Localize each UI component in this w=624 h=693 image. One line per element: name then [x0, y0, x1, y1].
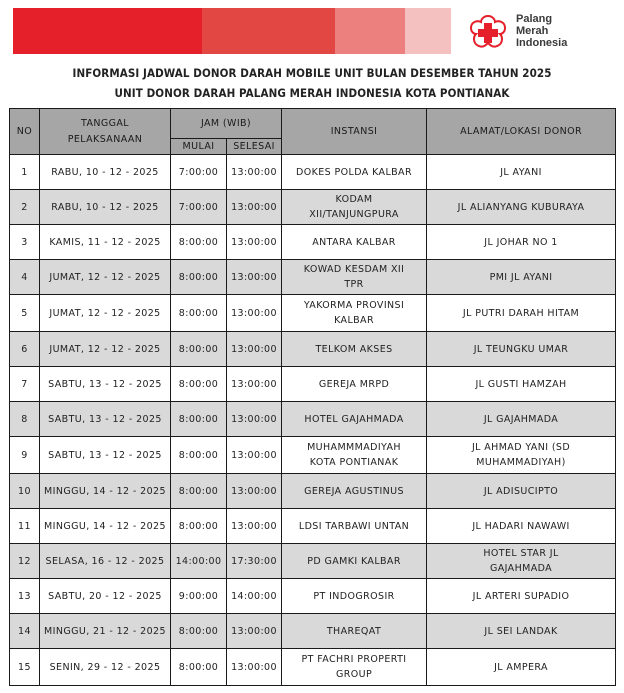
- cell-selesai: 13:00:00: [227, 225, 282, 260]
- cell-mulai: 8:00:00: [171, 402, 227, 437]
- cell-mulai: 8:00:00: [171, 437, 227, 474]
- header-no: NO: [10, 109, 40, 155]
- cell-alamat: PMI JL AYANI: [427, 260, 616, 295]
- cell-instansi: MUHAMMMADIYAH KOTA PONTIANAK: [282, 437, 427, 474]
- cell-no: 10: [10, 474, 40, 509]
- table-row: [10, 190, 616, 225]
- cell-mulai: 8:00:00: [171, 332, 227, 367]
- table-row: [10, 649, 616, 686]
- cell-no: 8: [10, 402, 40, 437]
- cell-instansi: KODAM XII/TANJUNGPURA: [282, 190, 427, 225]
- cell-selesai: 13:00:00: [227, 474, 282, 509]
- cell-selesai: 13:00:00: [227, 649, 282, 686]
- cell-alamat: JL HADARI NAWAWI: [427, 509, 616, 544]
- cell-instansi: ANTARA KALBAR: [282, 225, 427, 260]
- logo-line-2: Merah: [516, 25, 549, 37]
- cell-mulai: 14:00:00: [171, 544, 227, 579]
- header-tanggal: TANGGAL PELAKSANAAN: [40, 109, 171, 155]
- table-body: [10, 155, 616, 686]
- cell-no: 5: [10, 295, 40, 332]
- document-subtitle: UNIT DONOR DARAH PALANG MERAH INDONESIA KOTA PONTIANAK: [114, 86, 510, 100]
- cell-no: 15: [10, 649, 40, 686]
- cell-no: 7: [10, 367, 40, 402]
- donor-schedule-table: [9, 108, 616, 686]
- table-row: [10, 402, 616, 437]
- cell-mulai: 8:00:00: [171, 649, 227, 686]
- table-row: [10, 155, 616, 190]
- cell-tanggal: RABU, 10 - 12 - 2025: [40, 190, 171, 225]
- cell-tanggal: SABTU, 20 - 12 - 2025: [40, 579, 171, 614]
- cell-instansi: LDSI TARBAWI UNTAN: [282, 509, 427, 544]
- table-row: [10, 544, 616, 579]
- cell-selesai: 13:00:00: [227, 402, 282, 437]
- cell-selesai: 14:00:00: [227, 579, 282, 614]
- cell-instansi: GEREJA AGUSTINUS: [282, 474, 427, 509]
- cell-tanggal: SABTU, 13 - 12 - 2025: [40, 402, 171, 437]
- cell-instansi: YAKORMA PROVINSI KALBAR: [282, 295, 427, 332]
- cell-tanggal: SENIN, 29 - 12 - 2025: [40, 649, 171, 686]
- cell-alamat: JL JOHAR NO 1: [427, 225, 616, 260]
- cell-instansi: GEREJA MRPD: [282, 367, 427, 402]
- header-jam: JAM (WIB): [171, 109, 282, 139]
- cell-alamat: JL GUSTI HAMZAH: [427, 367, 616, 402]
- cell-tanggal: MINGGU, 14 - 12 - 2025: [40, 474, 171, 509]
- cell-tanggal: KAMIS, 11 - 12 - 2025: [40, 225, 171, 260]
- banner-band-1: [13, 8, 202, 54]
- cell-selesai: 13:00:00: [227, 332, 282, 367]
- banner-band-3: [335, 8, 405, 54]
- cell-instansi: PT FACHRI PROPERTI GROUP: [282, 649, 427, 686]
- header-alamat: ALAMAT/LOKASI DONOR: [427, 109, 616, 155]
- cell-mulai: 9:00:00: [171, 579, 227, 614]
- cell-selesai: 13:00:00: [227, 190, 282, 225]
- table-row: [10, 225, 616, 260]
- header-instansi: INSTANSI: [282, 109, 427, 155]
- banner-band-4: [405, 8, 451, 54]
- logo-line-3: Indonesia: [516, 37, 568, 49]
- cell-tanggal: JUMAT, 12 - 12 - 2025: [40, 295, 171, 332]
- cell-instansi: HOTEL GAJAHMADA: [282, 402, 427, 437]
- table-row: [10, 509, 616, 544]
- cell-instansi: DOKES POLDA KALBAR: [282, 155, 427, 190]
- cell-mulai: 8:00:00: [171, 225, 227, 260]
- cell-tanggal: MINGGU, 14 - 12 - 2025: [40, 509, 171, 544]
- table-row: [10, 367, 616, 402]
- table-header-row: [10, 109, 616, 139]
- cell-mulai: 7:00:00: [171, 155, 227, 190]
- cell-selesai: 13:00:00: [227, 437, 282, 474]
- cell-alamat: JL ALIANYANG KUBURAYA: [427, 190, 616, 225]
- cell-mulai: 8:00:00: [171, 614, 227, 649]
- cell-selesai: 13:00:00: [227, 614, 282, 649]
- document-title: INFORMASI JADWAL DONOR DARAH MOBILE UNIT BULAN DESEMBER TAHUN 2025: [72, 66, 552, 80]
- cell-instansi: TELKOM AKSES: [282, 332, 427, 367]
- cell-no: 13: [10, 579, 40, 614]
- table-row: [10, 437, 616, 474]
- cell-selesai: 13:00:00: [227, 155, 282, 190]
- pmi-logo: [468, 10, 618, 54]
- cell-selesai: 13:00:00: [227, 295, 282, 332]
- cell-no: 9: [10, 437, 40, 474]
- cell-mulai: 8:00:00: [171, 474, 227, 509]
- table-row: [10, 332, 616, 367]
- cell-mulai: 7:00:00: [171, 190, 227, 225]
- cell-instansi: THAREQAT: [282, 614, 427, 649]
- cell-alamat: HOTEL STAR JL GAJAHMADA: [427, 544, 616, 579]
- red-cross-flower-icon: [468, 14, 508, 50]
- cell-no: 11: [10, 509, 40, 544]
- cell-alamat: JL TEUNGKU UMAR: [427, 332, 616, 367]
- cell-tanggal: RABU, 10 - 12 - 2025: [40, 155, 171, 190]
- table-row: [10, 579, 616, 614]
- cell-alamat: JL GAJAHMADA: [427, 402, 616, 437]
- cell-selesai: 17:30:00: [227, 544, 282, 579]
- logo-wordmark: [516, 13, 567, 49]
- table-row: [10, 614, 616, 649]
- banner-band-2: [202, 8, 335, 54]
- header-selesai: SELESAI: [227, 139, 282, 155]
- cell-no: 14: [10, 614, 40, 649]
- cell-selesai: 13:00:00: [227, 509, 282, 544]
- cell-no: 4: [10, 260, 40, 295]
- cell-instansi: PT INDOGROSIR: [282, 579, 427, 614]
- cell-mulai: 8:00:00: [171, 367, 227, 402]
- table-row: [10, 260, 616, 295]
- cell-no: 6: [10, 332, 40, 367]
- cell-tanggal: MINGGU, 21 - 12 - 2025: [40, 614, 171, 649]
- cell-no: 12: [10, 544, 40, 579]
- cell-no: 3: [10, 225, 40, 260]
- cell-selesai: 13:00:00: [227, 260, 282, 295]
- cell-instansi: PD GAMKI KALBAR: [282, 544, 427, 579]
- cell-alamat: JL AYANI: [427, 155, 616, 190]
- cell-alamat: JL SEI LANDAK: [427, 614, 616, 649]
- cell-mulai: 8:00:00: [171, 260, 227, 295]
- cell-alamat: JL AMPERA: [427, 649, 616, 686]
- cell-mulai: 8:00:00: [171, 509, 227, 544]
- cell-no: 2: [10, 190, 40, 225]
- logo-line-1: Palang: [516, 13, 553, 25]
- cell-alamat: JL ADISUCIPTO: [427, 474, 616, 509]
- cell-selesai: 13:00:00: [227, 367, 282, 402]
- cell-alamat: JL PUTRI DARAH HITAM: [427, 295, 616, 332]
- cell-tanggal: JUMAT, 12 - 12 - 2025: [40, 260, 171, 295]
- cell-alamat: JL AHMAD YANI (SD MUHAMMADIYAH): [427, 437, 616, 474]
- cell-tanggal: SELASA, 16 - 12 - 2025: [40, 544, 171, 579]
- table-row: [10, 295, 616, 332]
- cell-tanggal: JUMAT, 12 - 12 - 2025: [40, 332, 171, 367]
- table-row: [10, 474, 616, 509]
- cell-instansi: KOWAD KESDAM XII TPR: [282, 260, 427, 295]
- cell-mulai: 8:00:00: [171, 295, 227, 332]
- cell-no: 1: [10, 155, 40, 190]
- cell-tanggal: SABTU, 13 - 12 - 2025: [40, 367, 171, 402]
- header-mulai: MULAI: [171, 139, 227, 155]
- cell-tanggal: SABTU, 13 - 12 - 2025: [40, 437, 171, 474]
- cell-alamat: JL ARTERI SUPADIO: [427, 579, 616, 614]
